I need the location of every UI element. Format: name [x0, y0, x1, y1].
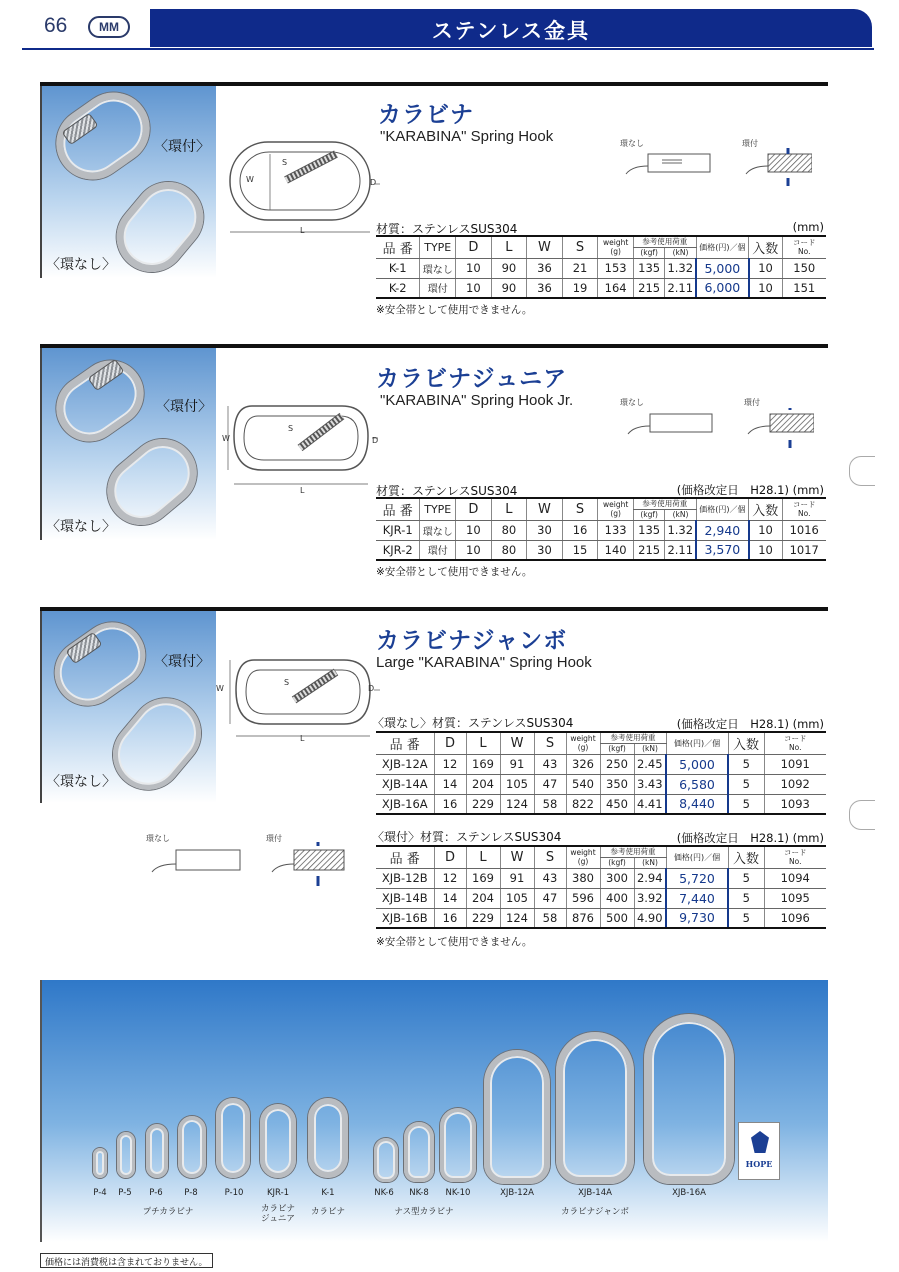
table-row: [376, 868, 826, 888]
dim-label-s: S: [282, 158, 288, 167]
cell-type: 環なし: [420, 258, 456, 278]
lineup-label: K-1: [321, 1188, 335, 1198]
detail-label-ring: 環付: [266, 834, 282, 843]
cell-w: 91: [500, 868, 534, 888]
lineup-label: P-4: [93, 1188, 107, 1198]
cell-d: 14: [434, 888, 466, 908]
col-header-w: W: [527, 498, 563, 520]
cell-s: 21: [562, 258, 598, 278]
cell-d: 16: [434, 794, 466, 814]
col-header-w: W: [500, 846, 534, 868]
cell-weight: 140: [598, 540, 634, 560]
col-header-load: 参考使用荷重: [600, 846, 666, 857]
cell-weight: 153: [598, 258, 634, 278]
cell-code: KJR-1: [376, 520, 420, 540]
page-number: 66: [44, 14, 68, 37]
cell-l: 90: [491, 278, 527, 298]
cell-type: 環なし: [420, 520, 456, 540]
col-header-l: L: [466, 846, 500, 868]
detail-label-no-ring: 環なし: [146, 834, 170, 843]
pear-carabiner-icon: [556, 1032, 634, 1184]
lineup-label: P-10: [224, 1188, 244, 1198]
cell-l: 80: [491, 540, 527, 560]
product-title: カラビナジュニア: [376, 366, 568, 392]
col-header-l: L: [491, 498, 527, 520]
table-row: [376, 258, 826, 278]
footnote: ※安全帯として使用できません。: [376, 936, 533, 948]
table-row: [376, 540, 826, 560]
col-header-code-no: コード No.: [782, 236, 826, 258]
karabina-ring-icon: [102, 168, 217, 287]
cell-s: 58: [534, 794, 566, 814]
lineup-label: XJB-14A: [578, 1188, 612, 1198]
cell-qty: 10: [749, 520, 782, 540]
spec-table-karabina: [376, 235, 826, 299]
col-header-code: 品 番: [376, 236, 420, 258]
table-row: [376, 774, 826, 794]
col-header-price: 価格(円)／個: [696, 498, 748, 520]
cell-kn: 2.94: [634, 868, 666, 888]
table-row: [376, 888, 826, 908]
cell-s: 43: [534, 868, 566, 888]
col-header-kgf: (kgf): [600, 743, 634, 754]
cell-w: 105: [500, 888, 534, 908]
cell-kgf: 350: [600, 774, 634, 794]
karabina-jumbo-dimension-diagram: [224, 650, 384, 746]
spec-table-jumbo-no-ring: [376, 731, 826, 815]
carabiner-icon: [146, 1124, 168, 1178]
cell-l: 80: [491, 520, 527, 540]
cell-d: 10: [456, 540, 492, 560]
photo-label-without-ring: 〈環なし〉: [46, 519, 116, 535]
cell-code: KJR-2: [376, 540, 420, 560]
cell-kgf: 500: [600, 908, 634, 928]
cell-price: 3,570: [696, 540, 748, 560]
cell-price: 8,440: [666, 794, 728, 814]
lineup-group-junior: カラビナ ジュニア: [260, 1204, 295, 1224]
product-subtitle: "KARABINA" Spring Hook: [380, 128, 554, 145]
dim-label-w: W: [222, 434, 230, 443]
cell-d: 12: [434, 754, 466, 774]
cell-w: 36: [527, 278, 563, 298]
col-header-price: 価格(円)／個: [696, 236, 748, 258]
pear-carabiner-icon: [440, 1108, 476, 1182]
cell-kgf: 400: [600, 888, 634, 908]
dim-label-d: D: [368, 684, 375, 693]
page-title: ステンレス金具: [431, 19, 591, 43]
cell-weight: 822: [566, 794, 600, 814]
cell-qty: 5: [728, 794, 764, 814]
col-header-code: 品 番: [376, 498, 420, 520]
unit-note: (価格改定日 H28.1) (mm): [676, 717, 824, 731]
col-header-qty: 入数: [749, 498, 782, 520]
karabina-jr-dimension-diagram: [222, 396, 382, 492]
lineup-label: KJR-1: [266, 1188, 290, 1198]
col-header-price: 価格(円)／個: [666, 732, 728, 754]
pear-carabiner-icon: [374, 1138, 398, 1182]
col-header-qty: 入数: [728, 732, 764, 754]
cell-qty: 5: [728, 774, 764, 794]
col-header-kgf: (kgf): [633, 509, 664, 520]
lineup-label: P-5: [118, 1188, 132, 1198]
cell-qty: 10: [749, 540, 782, 560]
karabina-dimension-diagram: [224, 132, 384, 240]
col-header-weight: weight (g): [598, 498, 634, 520]
cell-w: 91: [500, 754, 534, 774]
detail-label-no-ring: 環なし: [620, 398, 644, 407]
cell-weight: 876: [566, 908, 600, 928]
page-tab-mark: [849, 456, 875, 486]
col-header-kn: (kN): [665, 509, 696, 520]
cell-d: 12: [434, 868, 466, 888]
header-underline: [22, 48, 874, 50]
product-title: カラビナジャンボ: [376, 628, 568, 654]
detail-label-no-ring: 環なし: [620, 139, 644, 148]
cell-kn: 3.92: [634, 888, 666, 908]
col-header-kgf: (kgf): [600, 857, 634, 868]
col-header-d: D: [456, 236, 492, 258]
karabina-ring-icon: [43, 348, 156, 455]
cell-kn: 1.32: [665, 520, 696, 540]
cell-s: 47: [534, 774, 566, 794]
cell-code-no: 1094: [764, 868, 826, 888]
col-header-l: L: [491, 236, 527, 258]
cell-kn: 2.11: [665, 540, 696, 560]
brand-label-box: [738, 1122, 780, 1180]
cell-weight: 540: [566, 774, 600, 794]
karabina-ring-icon: [42, 78, 164, 193]
table-row: [376, 794, 826, 814]
cell-d: 10: [456, 520, 492, 540]
footnote: ※安全帯として使用できません。: [376, 566, 533, 578]
col-header-w: W: [527, 236, 563, 258]
cell-kn: 4.90: [634, 908, 666, 928]
cell-code-no: 1091: [764, 754, 826, 774]
cell-code-no: 1095: [764, 888, 826, 908]
cell-kn: 4.41: [634, 794, 666, 814]
cell-code: K-2: [376, 278, 420, 298]
cell-type: 環付: [420, 278, 456, 298]
cell-qty: 10: [749, 278, 782, 298]
detail-label-ring: 環付: [744, 398, 760, 407]
cell-kn: 3.43: [634, 774, 666, 794]
cell-price: 6,000: [696, 278, 748, 298]
brand-label: HOPE: [745, 1159, 773, 1169]
cell-code: K-1: [376, 258, 420, 278]
photo-label-with-ring: 〈環付〉: [154, 139, 210, 155]
cell-qty: 5: [728, 754, 764, 774]
cell-kn: 2.11: [665, 278, 696, 298]
col-header-l: L: [466, 732, 500, 754]
col-header-code-no: コード No.: [782, 498, 826, 520]
col-header-s: S: [562, 236, 598, 258]
dim-label-l: L: [300, 486, 305, 495]
gate-detail-diagram: [148, 842, 348, 892]
col-header-code-no: コード No.: [764, 846, 826, 868]
lineup-label: NK-10: [445, 1188, 471, 1198]
cell-qty: 5: [728, 888, 764, 908]
cell-code-no: 1093: [764, 794, 826, 814]
dim-label-l: L: [300, 226, 305, 235]
unit-note: (mm): [792, 220, 824, 234]
photo-label-with-ring: 〈環付〉: [156, 399, 212, 415]
cell-price: 9,730: [666, 908, 728, 928]
cell-l: 169: [466, 754, 500, 774]
col-header-weight: weight (g): [566, 732, 600, 754]
dim-label-s: S: [288, 424, 294, 433]
dim-label-d: D: [370, 178, 377, 187]
pear-carabiner-icon: [484, 1050, 550, 1184]
col-header-type: TYPE: [420, 498, 456, 520]
lineup-label: NK-8: [409, 1188, 429, 1198]
col-header-s: S: [534, 732, 566, 754]
carabiner-icon: [308, 1098, 348, 1178]
unit-note: (価格改定日 H28.1) (mm): [676, 483, 824, 497]
cell-s: 58: [534, 908, 566, 928]
cell-kgf: 135: [633, 258, 664, 278]
gate-detail-diagram: [624, 408, 814, 458]
cell-w: 124: [500, 908, 534, 928]
col-header-price: 価格(円)／個: [666, 846, 728, 868]
col-header-load: 参考使用荷重: [633, 498, 696, 509]
cell-price: 7,440: [666, 888, 728, 908]
cell-d: 14: [434, 774, 466, 794]
dim-label-l: L: [300, 734, 305, 743]
cell-weight: 164: [598, 278, 634, 298]
cell-code-no: 1017: [782, 540, 826, 560]
cell-price: 5,000: [696, 258, 748, 278]
cell-w: 36: [527, 258, 563, 278]
cell-price: 6,580: [666, 774, 728, 794]
col-header-load: 参考使用荷重: [600, 732, 666, 743]
cell-kgf: 135: [633, 520, 664, 540]
col-header-type: TYPE: [420, 236, 456, 258]
product-title: カラビナ: [378, 102, 474, 128]
carabiner-icon: [216, 1098, 250, 1178]
cell-w: 105: [500, 774, 534, 794]
cell-d: 10: [456, 258, 492, 278]
col-header-code: 品 番: [376, 732, 434, 754]
karabina-ring-icon: [42, 609, 158, 718]
cell-s: 47: [534, 888, 566, 908]
cell-kn: 1.32: [665, 258, 696, 278]
material-spec: 材質：ステンレスSUS304: [376, 222, 518, 236]
cell-l: 169: [466, 868, 500, 888]
col-header-kgf: (kgf): [633, 247, 664, 258]
cell-kgf: 300: [600, 868, 634, 888]
footnote: ※安全帯として使用できません。: [376, 304, 533, 316]
col-header-weight: weight (g): [598, 236, 634, 258]
product-subtitle: Large "KARABINA" Spring Hook: [376, 654, 592, 671]
cell-w: 124: [500, 794, 534, 814]
material-spec-ring: 〈環付〉材質：ステンレスSUS304: [372, 830, 562, 844]
cell-code: XJB-14A: [376, 774, 434, 794]
lineup-label: XJB-12A: [500, 1188, 534, 1198]
col-header-w: W: [500, 732, 534, 754]
cell-price: 2,940: [696, 520, 748, 540]
karabina-ring-icon: [99, 684, 216, 804]
cell-d: 16: [434, 908, 466, 928]
material-spec: 材質：ステンレスSUS304: [376, 484, 518, 498]
cell-d: 10: [456, 278, 492, 298]
col-header-s: S: [534, 846, 566, 868]
page-tab-mark: [849, 800, 875, 830]
col-header-kn: (kN): [665, 247, 696, 258]
dim-label-d: D: [372, 436, 379, 445]
cell-l: 229: [466, 794, 500, 814]
cell-s: 16: [562, 520, 598, 540]
lineup-group-jumbo: カラビナジャンボ: [561, 1207, 629, 1217]
photo-label-with-ring: 〈環付〉: [154, 654, 210, 670]
spec-table-jumbo-ring: [376, 845, 826, 929]
table-row: [376, 908, 826, 928]
cell-w: 30: [527, 540, 563, 560]
cell-code-no: 150: [782, 258, 826, 278]
col-header-code: 品 番: [376, 846, 434, 868]
cell-code: XJB-12B: [376, 868, 434, 888]
col-header-qty: 入数: [749, 236, 782, 258]
col-header-weight: weight (g): [566, 846, 600, 868]
cell-l: 204: [466, 774, 500, 794]
unit-note: (価格改定日 H28.1) (mm): [676, 831, 824, 845]
col-header-kn: (kN): [634, 857, 666, 868]
cell-weight: 326: [566, 754, 600, 774]
cell-code: XJB-16B: [376, 908, 434, 928]
header-band: [150, 9, 872, 47]
cell-l: 90: [491, 258, 527, 278]
col-header-d: D: [456, 498, 492, 520]
tax-note: 価格には消費税は含まれておりません。: [40, 1253, 213, 1268]
dim-label-w: W: [216, 684, 224, 693]
cell-kgf: 250: [600, 754, 634, 774]
cell-s: 19: [562, 278, 598, 298]
cell-kgf: 450: [600, 794, 634, 814]
cell-code: XJB-16A: [376, 794, 434, 814]
cell-code-no: 1096: [764, 908, 826, 928]
lineup-label: NK-6: [374, 1188, 394, 1198]
cell-kgf: 215: [633, 540, 664, 560]
cell-code-no: 151: [782, 278, 826, 298]
col-header-s: S: [562, 498, 598, 520]
cell-type: 環付: [420, 540, 456, 560]
cell-code: XJB-12A: [376, 754, 434, 774]
carabiner-icon: [260, 1104, 296, 1178]
spec-table-karabina-jr: [376, 497, 826, 561]
col-header-qty: 入数: [728, 846, 764, 868]
lineup-group-karabina: カラビナ: [310, 1207, 345, 1217]
cell-qty: 5: [728, 868, 764, 888]
cell-code: XJB-14B: [376, 888, 434, 908]
lineup-label: P-8: [184, 1188, 198, 1198]
detail-label-ring: 環付: [742, 139, 758, 148]
brand-logo: MM: [88, 16, 130, 38]
col-header-d: D: [434, 846, 466, 868]
lineup-label: XJB-16A: [672, 1188, 706, 1198]
table-row: [376, 278, 826, 298]
cell-weight: 596: [566, 888, 600, 908]
cell-weight: 380: [566, 868, 600, 888]
cell-l: 204: [466, 888, 500, 908]
dim-label-w: W: [246, 175, 254, 184]
cell-price: 5,000: [666, 754, 728, 774]
photo-label-without-ring: 〈環なし〉: [46, 257, 116, 273]
cell-weight: 133: [598, 520, 634, 540]
cell-w: 30: [527, 520, 563, 540]
photo-label-without-ring: 〈環なし〉: [46, 774, 116, 790]
col-header-load: 参考使用荷重: [633, 236, 696, 247]
pear-carabiner-icon: [644, 1014, 734, 1184]
cell-s: 15: [562, 540, 598, 560]
product-photo-karabina: [40, 86, 216, 278]
col-header-d: D: [434, 732, 466, 754]
product-photo-karabina-jr: [40, 348, 216, 540]
dim-label-s: S: [284, 678, 290, 687]
col-header-code-no: コード No.: [764, 732, 826, 754]
cell-qty: 5: [728, 908, 764, 928]
product-subtitle: "KARABINA" Spring Hook Jr.: [380, 392, 574, 409]
cell-code-no: 1092: [764, 774, 826, 794]
lineup-group-petit: プチカラビナ: [142, 1207, 194, 1217]
table-row: [376, 520, 826, 540]
cell-code-no: 1016: [782, 520, 826, 540]
pear-carabiner-icon: [404, 1122, 434, 1182]
cell-price: 5,720: [666, 868, 728, 888]
cell-kn: 2.45: [634, 754, 666, 774]
brand-emblem-icon: [751, 1131, 769, 1153]
material-spec-no-ring: 〈環なし〉材質：ステンレスSUS304: [372, 716, 574, 730]
gate-detail-diagram: [622, 148, 812, 198]
lineup-group-nasu: ナス型カラビナ: [394, 1207, 454, 1217]
product-photo-karabina-jumbo: [40, 611, 216, 803]
col-header-kn: (kN): [634, 743, 666, 754]
carabiner-icon: [117, 1132, 135, 1178]
cell-l: 229: [466, 908, 500, 928]
cell-qty: 10: [749, 258, 782, 278]
carabiner-icon: [93, 1148, 107, 1178]
cell-s: 43: [534, 754, 566, 774]
carabiner-icon: [178, 1116, 206, 1178]
lineup-label: P-6: [149, 1188, 163, 1198]
table-row: [376, 754, 826, 774]
cell-kgf: 215: [633, 278, 664, 298]
